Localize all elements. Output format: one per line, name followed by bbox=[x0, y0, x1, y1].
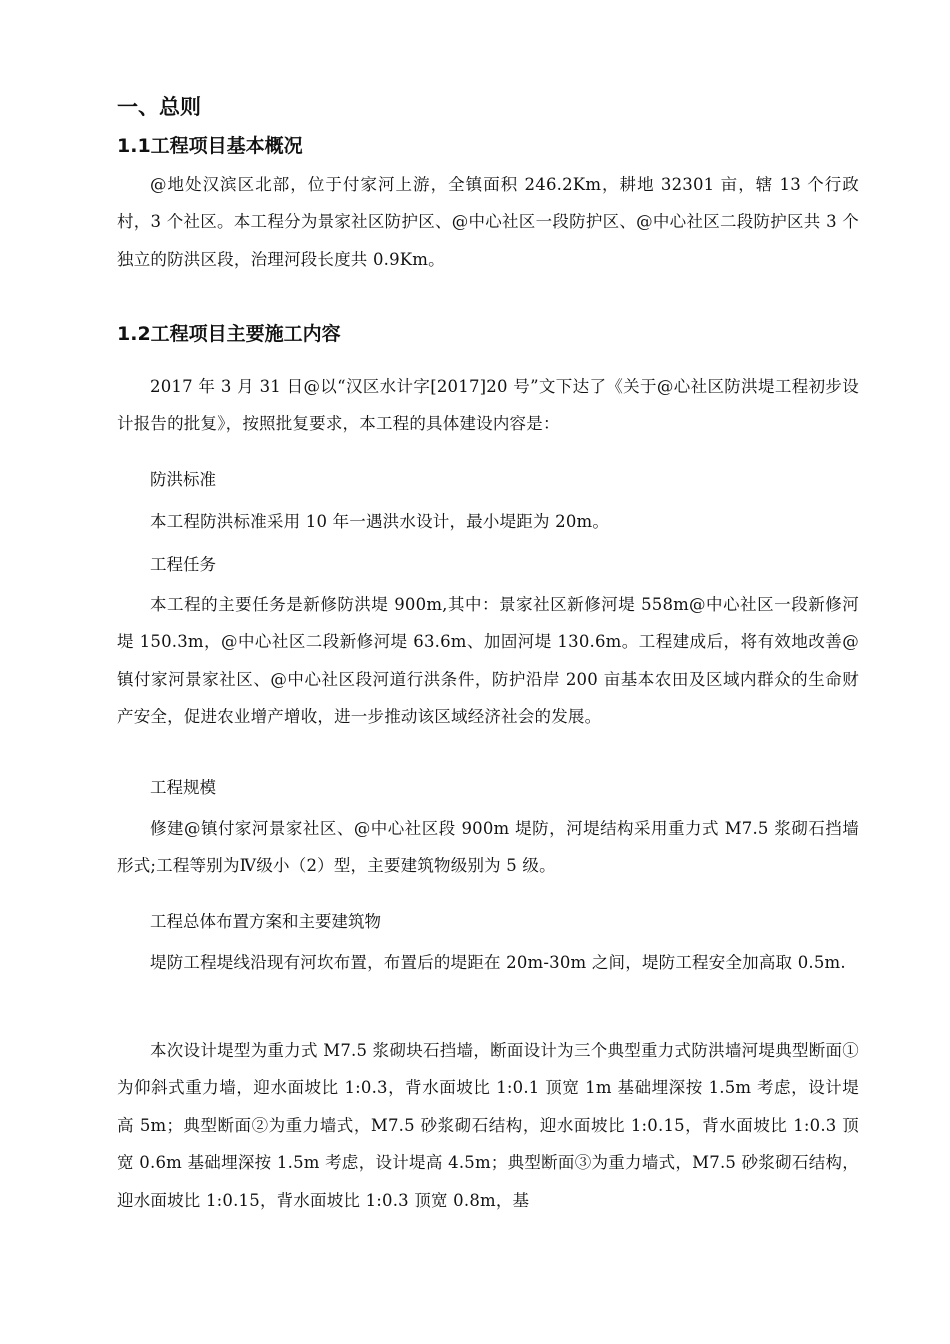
flood-standard-heading: 防洪标准 bbox=[150, 470, 216, 489]
flood-standard-paragraph: 本工程防洪标准采用 10 年一遇洪水设计，最小堤距为 20m。 bbox=[150, 512, 610, 531]
approval-paragraph: 2017 年 3 月 31 日@以“汉区水计字[2017]20 号”文下达了《关于@心社区防洪堤工程初步设计报告的批复》，按照批复要求，本工程的具体建设内容是： bbox=[117, 377, 859, 434]
task-paragraph: 本工程的主要任务是新修防洪堤 900m,其中：景家社区新修河堤 558m@中心社区一段新修河堤 150.3m，@中心社区二段新修河堤 63.6m、加固河堤 130.6m。工程建成后，将有效地改善@镇付家河景家社区、@中心社区段河道行洪条件，防护沿岸 200 亩基本农田及区域内群众的生命财产安全，促进农业增产增收，进一步推动该区域经济社会的发展。 bbox=[117, 595, 859, 727]
scale-paragraph: 修建@镇付家河景家社区、@中心社区段 900m 堤防，河堤结构采用重力式 M7.5 浆砌石挡墙形式;工程等别为Ⅳ级小（2）型，主要建筑物级别为 5 级。 bbox=[117, 819, 859, 876]
layout-paragraph: 堤防工程堤线沿现有河坎布置，布置后的堤距在 20m-30m 之间，堤防工程安全加高取 0.5m. bbox=[150, 953, 846, 972]
task-heading: 工程任务 bbox=[150, 555, 216, 574]
main-heading: 一、总则 bbox=[117, 95, 201, 119]
design-paragraph: 本次设计堤型为重力式 M7.5 浆砌块石挡墙，断面设计为三个典型重力式防洪墙河堤典型断面①为仰斜式重力墙，迎水面坡比 1:0.3，背水面坡比 1:0.1 顶宽 1m 基础埋深按 1.5m 考虑，设计堤高 5m；典型断面②为重力墙式，M7.5 砂浆砌石结构，迎水面坡比 1:0.15，背水面坡比 1:0.3 顶宽 0.6m 基础埋深按 1.5m 考虑，设计堤高 4.5m；典型断面③为重力墙式，M7.5 砂浆砌石结构，迎水面坡比 1:0.15，背水面坡比 1:0.3 顶宽 0.8m，基 bbox=[117, 1041, 859, 1210]
section-1-1-title: 1.1工程项目基本概况 bbox=[117, 135, 303, 157]
section-1-2-title: 1.2工程项目主要施工内容 bbox=[117, 323, 341, 345]
scale-heading: 工程规模 bbox=[150, 778, 216, 797]
layout-heading: 工程总体布置方案和主要建筑物 bbox=[150, 912, 381, 931]
section-1-1-paragraph: @地处汉滨区北部，位于付家河上游，全镇面积 246.2Km，耕地 32301 亩，辖 13 个行政村，3 个社区。本工程分为景家社区防护区、@中心社区一段防护区、@中心社区二段防护区共 3 个独立的防洪区段，治理河段长度共 0.9Km。 bbox=[117, 175, 859, 269]
